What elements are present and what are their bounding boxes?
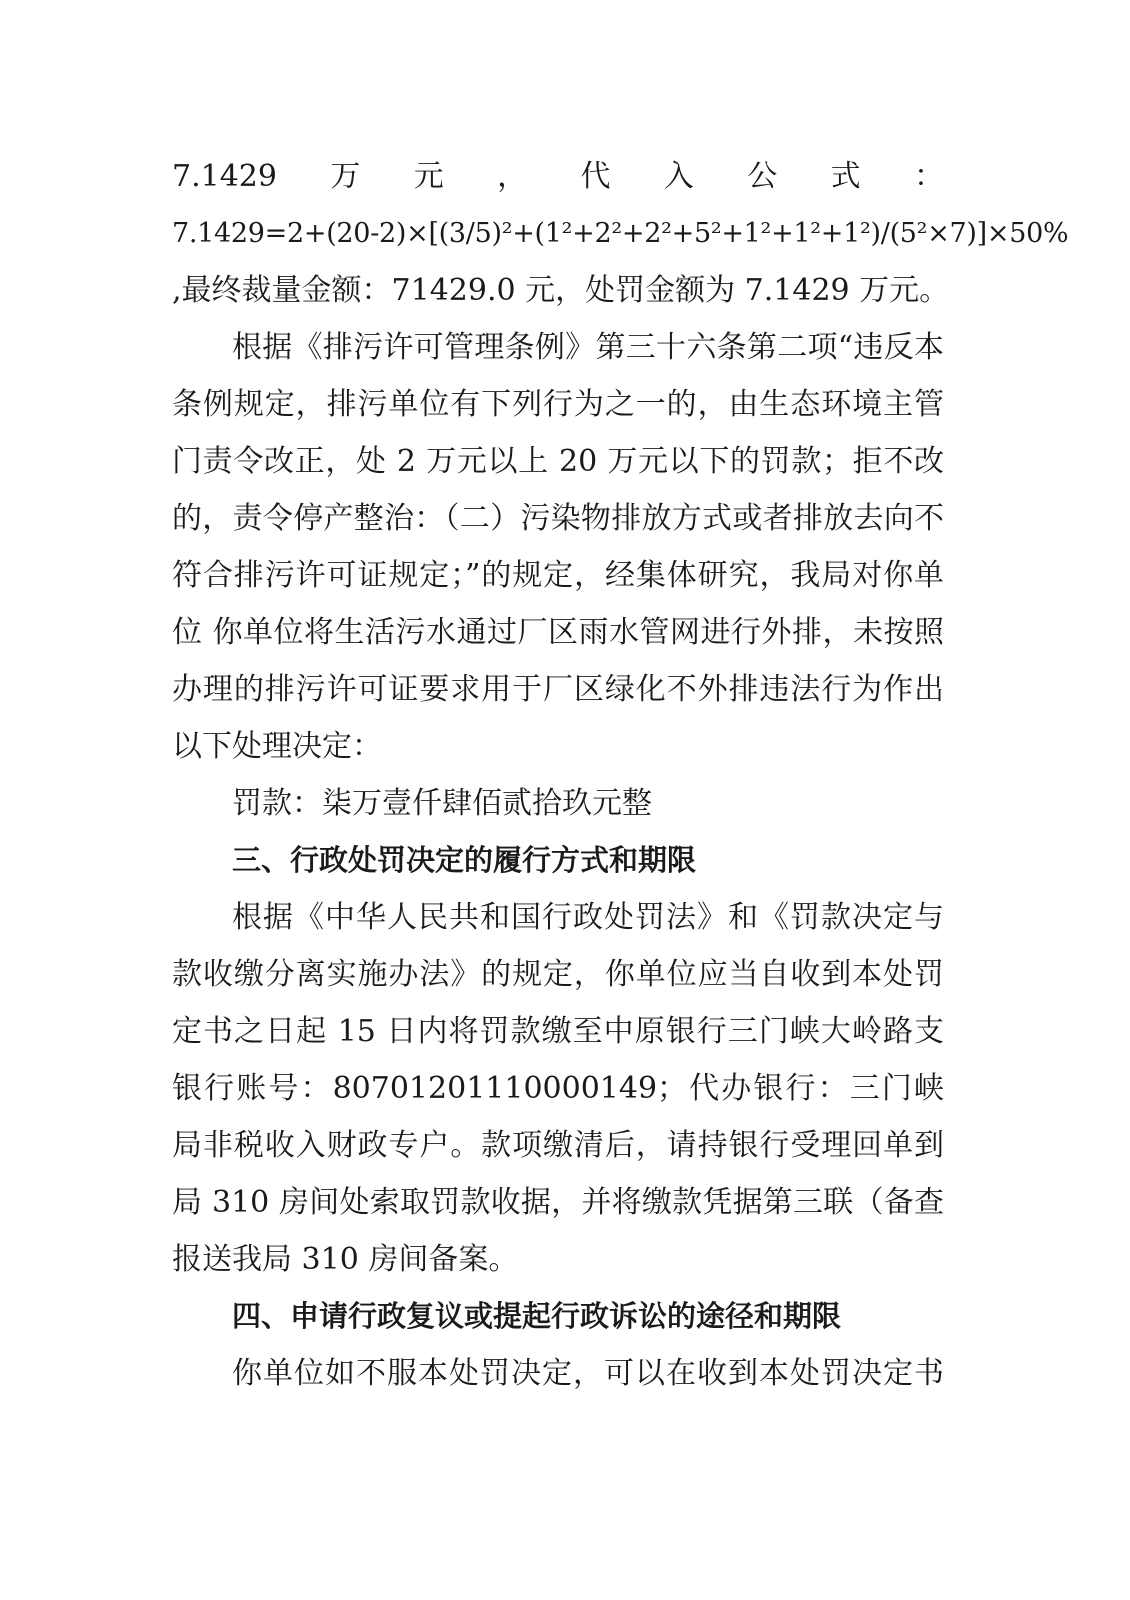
calc-intro-line — [172, 148, 944, 205]
payment-paragraph-line: 根据《中华人民共和国行政处罚法》和《罚款决定与 — [232, 900, 944, 935]
calc-token: 代 — [580, 159, 611, 194]
basis-paragraph-line: 以下处理决定： — [172, 729, 382, 764]
calc-token: ， — [497, 159, 528, 194]
payment-paragraph-line: 报送我局 310 房间备案。 — [172, 1242, 519, 1277]
payment-paragraph-line: 款收缴分离实施办法》的规定，你单位应当自收到本处罚 — [172, 957, 944, 992]
payment-paragraph-line: 局非税收入财政专户。款项缴清后，请持银行受理回单到 — [172, 1128, 944, 1163]
payment-paragraph-line: 银行账号：80701201110000149；代办银行：三门峡 — [172, 1071, 944, 1106]
calc-token: 7.1429 — [172, 159, 277, 194]
calc-token: 式 — [830, 159, 861, 194]
basis-paragraph-line: 门责令改正，处 2 万元以上 20 万元以下的罚款；拒不改 — [172, 444, 944, 479]
document-body — [172, 148, 1069, 1402]
calc-token: 元 — [413, 159, 444, 194]
payment-paragraph-line: 局 310 房间处索取罚款收据，并将缴款凭据第三联（备查 — [172, 1185, 944, 1220]
section-heading-3: 三、行政处罚决定的履行方式和期限 — [232, 843, 697, 877]
basis-paragraph-line: 条例规定，排污单位有下列行为之一的，由生态环境主管 — [172, 387, 944, 422]
basis-paragraph-line: 的，责令停产整治：（二）污染物排放方式或者排放去向不 — [172, 501, 944, 536]
calc-token: ： — [913, 159, 944, 194]
basis-paragraph-line: 位 你单位将生活污水通过厂区雨水管网进行外排，未按照 — [172, 615, 944, 650]
calc-token: 公 — [747, 159, 778, 194]
calc-result: ,最终裁量金额：71429.0 元，处罚金额为 7.1429 万元。 — [172, 273, 950, 308]
fine-amount-line: 罚款：柒万壹仟肆佰贰拾玖元整 — [232, 786, 652, 821]
basis-paragraph-line: 办理的排污许可证要求用于厂区绿化不外排违法行为作出 — [172, 672, 944, 707]
calc-token: 万 — [330, 159, 361, 194]
review-paragraph-line: 你单位如不服本处罚决定，可以在收到本处罚决定书 — [232, 1356, 944, 1391]
calc-formula: 7.1429=2+(20-2)×[(3/5)²+(1²+2²+2²+5²+1²+1²+1²)/(5²×7)]×50% — [172, 218, 1069, 249]
basis-paragraph-line: 符合排污许可证规定；”的规定，经集体研究，我局对你单 — [172, 558, 944, 593]
calc-token: 入 — [663, 159, 694, 194]
basis-paragraph-line: 根据《排污许可管理条例》第三十六条第二项“违反本 — [232, 330, 944, 365]
section-heading-4: 四、申请行政复议或提起行政诉讼的途径和期限 — [232, 1299, 842, 1333]
payment-paragraph-line: 定书之日起 15 日内将罚款缴至中原银行三门峡大岭路支 — [172, 1014, 944, 1049]
